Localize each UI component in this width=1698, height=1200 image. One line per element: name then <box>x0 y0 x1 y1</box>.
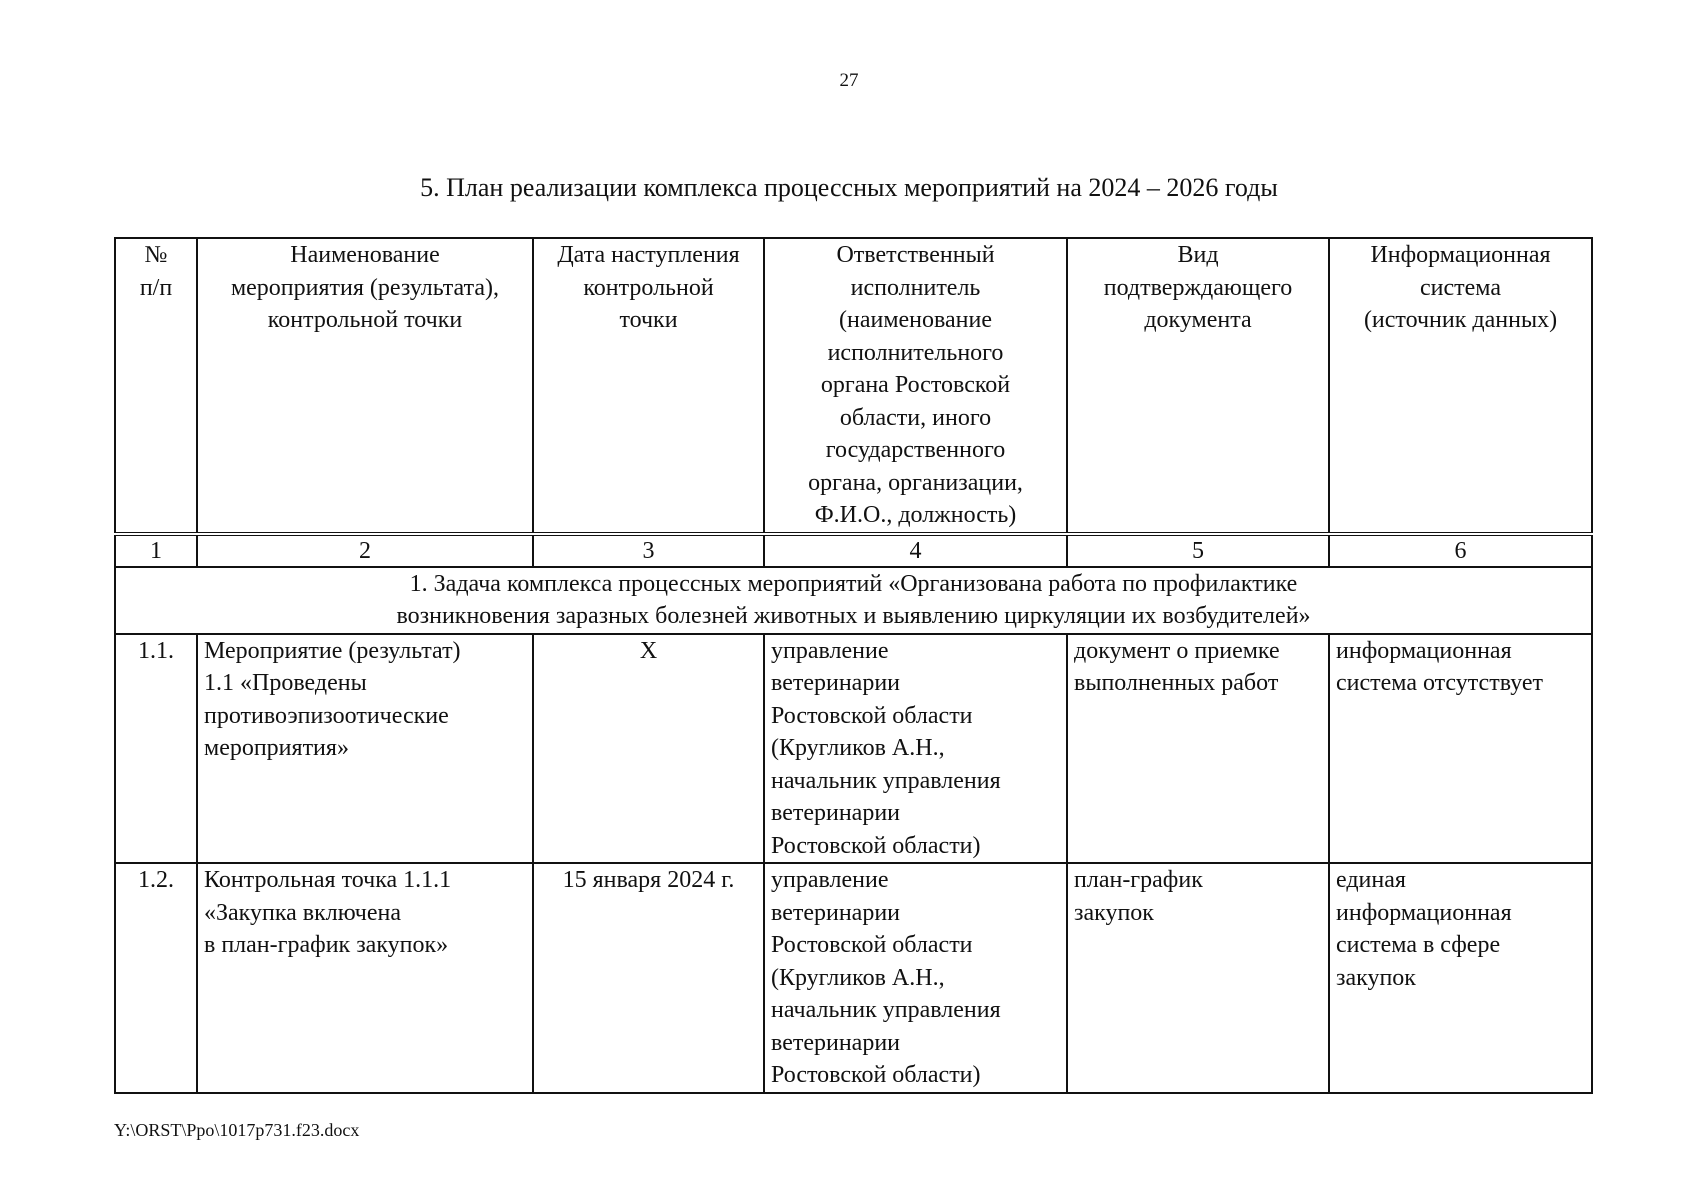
row-system: единая информационная система в сфере закупок <box>1329 863 1592 1093</box>
plan-table <box>114 237 1593 1094</box>
row-name: Мероприятие (результат) 1.1 «Проведены противоэпизоотические мероприятия» <box>197 634 533 864</box>
row-name: Контрольная точка 1.1.1 «Закупка включена в план-график закупок» <box>197 863 533 1093</box>
table-row <box>115 634 1592 864</box>
row-executor: управление ветеринарии Ростовской области (Кругликов А.Н., начальник управления ветеринарии Ростовской области) <box>764 863 1067 1093</box>
column-number: 1 <box>115 534 197 567</box>
row-date: 15 января 2024 г. <box>533 863 764 1093</box>
header-cell-executor: Ответственный исполнитель (наименование исполнительного органа Ростовской области, иного государственного органа, организации, Ф.И.О., должность) <box>764 238 1067 534</box>
column-number: 4 <box>764 534 1067 567</box>
column-number: 6 <box>1329 534 1592 567</box>
footer-file-path: Y:\ORST\Ppo\1017p731.f23.docx <box>114 1120 360 1140</box>
row-number: 1.1. <box>115 634 197 864</box>
column-numbers-row <box>115 534 1592 567</box>
column-number: 3 <box>533 534 764 567</box>
section-title: 5. План реализации комплекса процессных мероприятий на 2024 – 2026 годы <box>420 173 1278 202</box>
row-system: информационная система отсутствует <box>1329 634 1592 864</box>
header-cell-number: № п/п <box>115 238 197 534</box>
column-number: 5 <box>1067 534 1329 567</box>
header-cell-name: Наименование мероприятия (результата), контрольной точки <box>197 238 533 534</box>
header-cell-system: Информационная система (источник данных) <box>1329 238 1592 534</box>
row-number: 1.2. <box>115 863 197 1093</box>
table-row <box>115 863 1592 1093</box>
row-executor: управление ветеринарии Ростовской области (Кругликов А.Н., начальник управления ветеринарии Ростовской области) <box>764 634 1067 864</box>
column-number: 2 <box>197 534 533 567</box>
table-header-row <box>115 238 1592 534</box>
task-heading-row <box>115 567 1592 634</box>
row-document: план-график закупок <box>1067 863 1329 1093</box>
header-cell-document: Вид подтверждающего документа <box>1067 238 1329 534</box>
row-document: документ о приемке выполненных работ <box>1067 634 1329 864</box>
header-cell-date: Дата наступления контрольной точки <box>533 238 764 534</box>
page-number: 27 <box>839 70 859 91</box>
task-heading: 1. Задача комплекса процессных мероприятий «Организована работа по профилактике возникновения заразных болезней животных и выявлению циркуляции их возбудителей» <box>115 567 1592 634</box>
row-date: X <box>533 634 764 864</box>
